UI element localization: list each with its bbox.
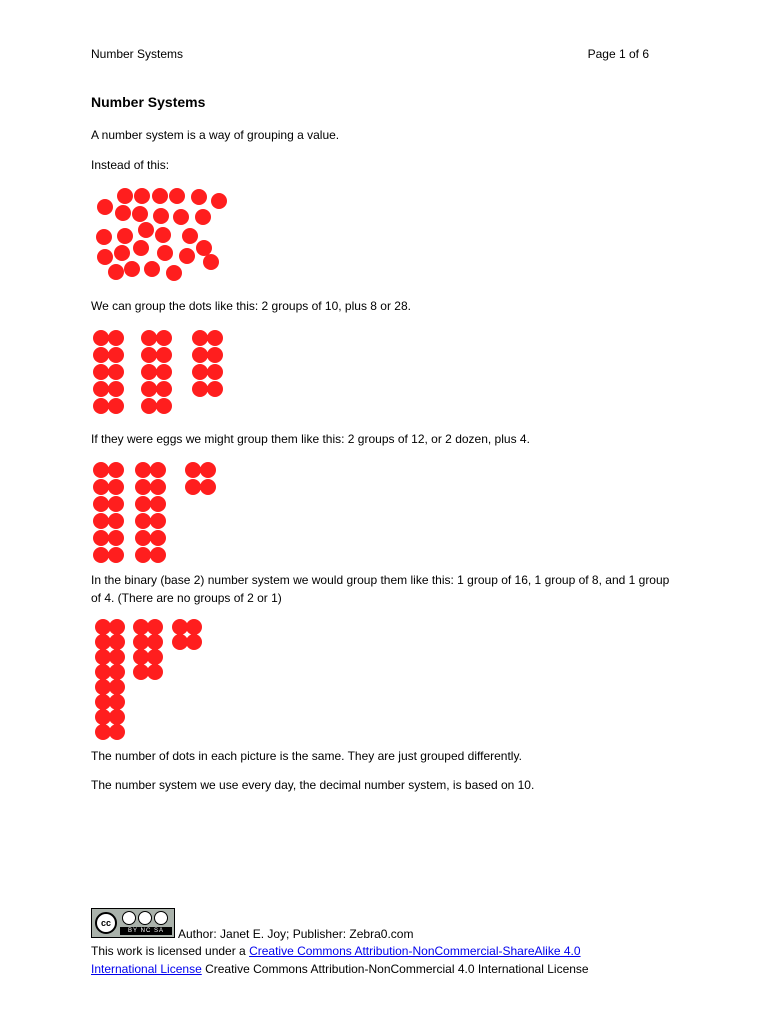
- grouped-dot: [109, 664, 125, 680]
- scattered-dot: [166, 265, 182, 281]
- page-number: Page 1 of 6: [587, 47, 649, 61]
- scattered-dot: [195, 209, 211, 225]
- grouped-dot: [93, 547, 109, 563]
- license-paragraph: [91, 942, 651, 978]
- scattered-dot: [134, 188, 150, 204]
- scattered-dot: [138, 222, 154, 238]
- grouped-dot: [147, 649, 163, 665]
- grouped-dot: [93, 513, 109, 529]
- scattered-dot: [124, 261, 140, 277]
- author-line: Author: Janet E. Joy; Publisher: Zebra0.com: [178, 927, 414, 941]
- scattered-dot: [157, 245, 173, 261]
- scattered-dot: [155, 227, 171, 243]
- page-title: Number Systems: [91, 94, 206, 110]
- grouped-dot: [150, 547, 166, 563]
- scattered-dot: [211, 193, 227, 209]
- grouped-dot: [200, 479, 216, 495]
- scattered-dot: [144, 261, 160, 277]
- grouped-dot: [108, 398, 124, 414]
- group-ten-paragraph: We can group the dots like this: 2 groups of 10, plus 8 or 28.: [91, 299, 411, 313]
- grouped-dot: [156, 347, 172, 363]
- scattered-dot: [115, 205, 131, 221]
- grouped-dot: [200, 462, 216, 478]
- grouped-dot: [135, 496, 151, 512]
- grouped-dot: [93, 381, 109, 397]
- scattered-dot: [179, 248, 195, 264]
- grouped-dot: [108, 347, 124, 363]
- grouped-dot: [147, 664, 163, 680]
- grouped-dot: [93, 479, 109, 495]
- grouped-dot: [93, 462, 109, 478]
- grouped-dot: [109, 694, 125, 710]
- grouped-dot: [192, 347, 208, 363]
- grouped-dot: [150, 462, 166, 478]
- grouped-dot: [109, 679, 125, 695]
- grouped-dot: [150, 513, 166, 529]
- grouped-dot: [186, 619, 202, 635]
- grouped-dot: [156, 330, 172, 346]
- scattered-dot: [153, 208, 169, 224]
- grouped-dot: [108, 479, 124, 495]
- scattered-dot: [152, 188, 168, 204]
- grouped-dot: [135, 462, 151, 478]
- grouped-dot: [108, 330, 124, 346]
- grouped-dot: [109, 724, 125, 740]
- scattered-dot: [114, 245, 130, 261]
- scattered-dot: [117, 188, 133, 204]
- eggs-paragraph: If they were eggs we might group them like this: 2 groups of 12, or 2 dozen, plus 4.: [91, 432, 530, 446]
- binary-paragraph: In the binary (base 2) number system we would group them like this: 1 group of 16, 1 group of 8, and 1 group of 4. (There are no groups of 2 or 1): [91, 573, 670, 605]
- intro-paragraph: A number system is a way of grouping a value.: [91, 128, 340, 142]
- scattered-dot: [173, 209, 189, 225]
- grouped-dot: [156, 398, 172, 414]
- grouped-dot: [147, 619, 163, 635]
- grouped-dot: [108, 364, 124, 380]
- sharealike-icon: [154, 911, 168, 925]
- header-title: Number Systems: [91, 47, 184, 61]
- grouped-dot: [150, 530, 166, 546]
- grouped-dot: [185, 479, 201, 495]
- grouped-dot: [185, 462, 201, 478]
- scattered-dot: [203, 254, 219, 270]
- grouped-dot: [141, 381, 157, 397]
- grouped-dot: [192, 364, 208, 380]
- grouped-dot: [141, 364, 157, 380]
- grouped-dot: [108, 462, 124, 478]
- grouped-dot: [150, 479, 166, 495]
- scattered-dot: [191, 189, 207, 205]
- scattered-dot: [117, 228, 133, 244]
- grouped-dot: [207, 381, 223, 397]
- grouped-dot: [141, 398, 157, 414]
- license-prefix: This work is licensed under a: [91, 944, 250, 958]
- license-link-continued[interactable]: International License: [91, 962, 202, 976]
- grouped-dot: [141, 330, 157, 346]
- scattered-dot: [97, 199, 113, 215]
- grouped-dot: [93, 530, 109, 546]
- noncommercial-icon: [138, 911, 152, 925]
- license-link[interactable]: Creative Commons Attribution-NonCommercial-ShareAlike 4.0: [249, 944, 581, 958]
- grouped-dot: [108, 513, 124, 529]
- grouped-dot: [109, 649, 125, 665]
- grouped-dot: [93, 496, 109, 512]
- grouped-dot: [207, 347, 223, 363]
- attribution-icon: [122, 911, 136, 925]
- grouped-dot: [186, 634, 202, 650]
- grouped-dot: [135, 530, 151, 546]
- grouped-dot: [93, 347, 109, 363]
- creative-commons-badge[interactable]: [91, 908, 175, 938]
- grouped-dot: [108, 530, 124, 546]
- grouped-dot: [207, 330, 223, 346]
- grouped-dot: [207, 364, 223, 380]
- grouped-dot: [135, 547, 151, 563]
- grouped-dot: [108, 547, 124, 563]
- grouped-dot: [150, 496, 166, 512]
- grouped-dot: [135, 479, 151, 495]
- grouped-dot: [135, 513, 151, 529]
- grouped-dot: [156, 364, 172, 380]
- scattered-dot: [97, 249, 113, 265]
- license-suffix: Creative Commons Attribution-NonCommercial 4.0 International License: [201, 962, 589, 976]
- grouped-dot: [147, 634, 163, 650]
- grouped-dot: [141, 347, 157, 363]
- scattered-dot: [132, 206, 148, 222]
- grouped-dot: [156, 381, 172, 397]
- same-paragraph: The number of dots in each picture is the same. They are just grouped differently.: [91, 749, 522, 763]
- grouped-dot: [192, 381, 208, 397]
- grouped-dot: [109, 634, 125, 650]
- scattered-dot: [133, 240, 149, 256]
- license-terms-bar: BY NC SA: [120, 927, 172, 935]
- decimal-paragraph: The number system we use every day, the decimal number system, is based on 10.: [91, 778, 535, 792]
- grouped-dot: [108, 496, 124, 512]
- grouped-dot: [93, 330, 109, 346]
- grouped-dot: [192, 330, 208, 346]
- grouped-dot: [93, 364, 109, 380]
- cc-logo-icon: cc: [95, 912, 117, 934]
- grouped-dot: [109, 619, 125, 635]
- scattered-dot: [169, 188, 185, 204]
- scattered-dot: [182, 228, 198, 244]
- scattered-dot: [96, 229, 112, 245]
- grouped-dot: [109, 709, 125, 725]
- grouped-dot: [93, 398, 109, 414]
- scattered-dot: [108, 264, 124, 280]
- grouped-dot: [108, 381, 124, 397]
- instead-paragraph: Instead of this:: [91, 158, 170, 172]
